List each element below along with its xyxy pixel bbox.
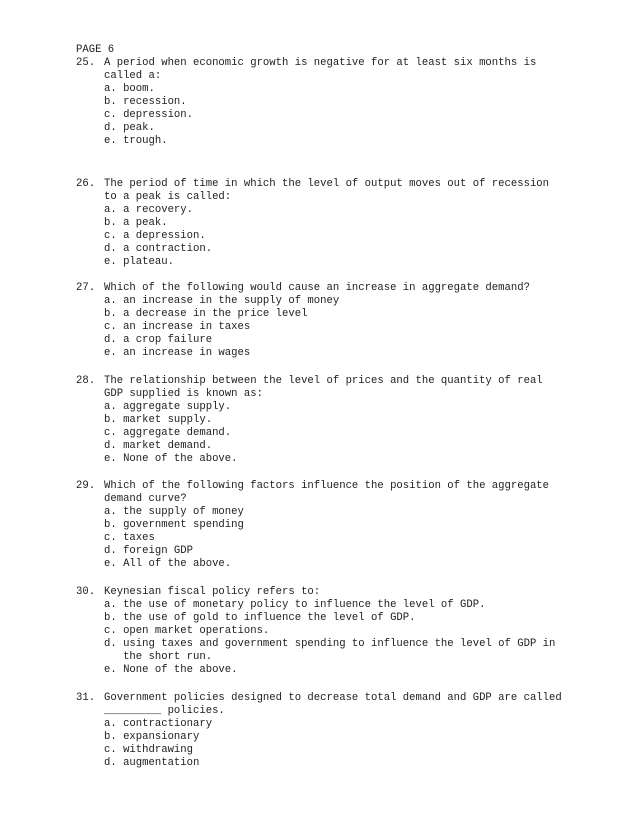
- question-stem-line: Which of the following would cause an increase in aggregate demand?: [104, 282, 530, 294]
- answer-option: b. recession.: [104, 96, 187, 108]
- answer-option: e. None of the above.: [104, 453, 238, 465]
- answer-option: a. a recovery.: [104, 204, 194, 216]
- question-stem-line: Which of the following factors influence the position of the aggregate: [104, 480, 550, 492]
- answer-option: c. withdrawing: [104, 744, 194, 756]
- answer-option: b. market supply.: [104, 414, 213, 426]
- question-stem-line: _________ policies.: [104, 705, 225, 717]
- answer-option: b. a peak.: [104, 217, 168, 229]
- answer-option: b. the use of gold to influence the level of GDP.: [104, 612, 416, 624]
- answer-option: e. All of the above.: [104, 558, 232, 570]
- answer-option: d. a contraction.: [104, 243, 213, 255]
- question-stem-line: to a peak is called:: [104, 191, 232, 203]
- question-stem-line: A period when economic growth is negative for at least six months is: [104, 57, 537, 69]
- question-number: 31.: [76, 692, 96, 704]
- answer-option: d. augmentation: [104, 757, 200, 769]
- answer-option: d. market demand.: [104, 440, 213, 452]
- question-number: 27.: [76, 282, 96, 294]
- answer-option: a. an increase in the supply of money: [104, 295, 340, 307]
- answer-option: e. trough.: [104, 135, 168, 147]
- question-stem-line: demand curve?: [104, 493, 187, 505]
- page-header: PAGE 6: [76, 44, 115, 56]
- question-stem-line: The period of time in which the level of output moves out of recession: [104, 178, 550, 190]
- question-number: 30.: [76, 586, 96, 598]
- answer-option-continuation: the short run.: [104, 651, 213, 663]
- answer-option: c. a depression.: [104, 230, 206, 242]
- question-stem-line: called a:: [104, 70, 162, 82]
- answer-option: c. aggregate demand.: [104, 427, 232, 439]
- question-number: 29.: [76, 480, 96, 492]
- answer-option: a. the supply of money: [104, 506, 244, 518]
- answer-option: b. expansionary: [104, 731, 200, 743]
- answer-option: d. peak.: [104, 122, 155, 134]
- answer-option: d. a crop failure: [104, 334, 213, 346]
- answer-option: e. plateau.: [104, 256, 174, 268]
- answer-option: a. aggregate supply.: [104, 401, 232, 413]
- answer-option: d. foreign GDP: [104, 545, 194, 557]
- question-number: 26.: [76, 178, 96, 190]
- answer-option: b. government spending: [104, 519, 244, 531]
- question-stem-line: Keynesian fiscal policy refers to:: [104, 586, 321, 598]
- answer-option: a. the use of monetary policy to influence the level of GDP.: [104, 599, 486, 611]
- answer-option: c. taxes: [104, 532, 155, 544]
- answer-option: b. a decrease in the price level: [104, 308, 308, 320]
- question-stem-line: GDP supplied is known as:: [104, 388, 263, 400]
- question-stem-line: Government policies designed to decrease total demand and GDP are called: [104, 692, 562, 704]
- answer-option: c. an increase in taxes: [104, 321, 251, 333]
- answer-option: c. open market operations.: [104, 625, 270, 637]
- answer-option: a. contractionary: [104, 718, 213, 730]
- answer-option: c. depression.: [104, 109, 194, 121]
- answer-option: a. boom.: [104, 83, 155, 95]
- question-stem-line: The relationship between the level of prices and the quantity of real: [104, 375, 543, 387]
- answer-option: d. using taxes and government spending to influence the level of GDP in: [104, 638, 556, 650]
- question-number: 25.: [76, 57, 96, 69]
- question-number: 28.: [76, 375, 96, 387]
- answer-option: e. an increase in wages: [104, 347, 251, 359]
- answer-option: e. None of the above.: [104, 664, 238, 676]
